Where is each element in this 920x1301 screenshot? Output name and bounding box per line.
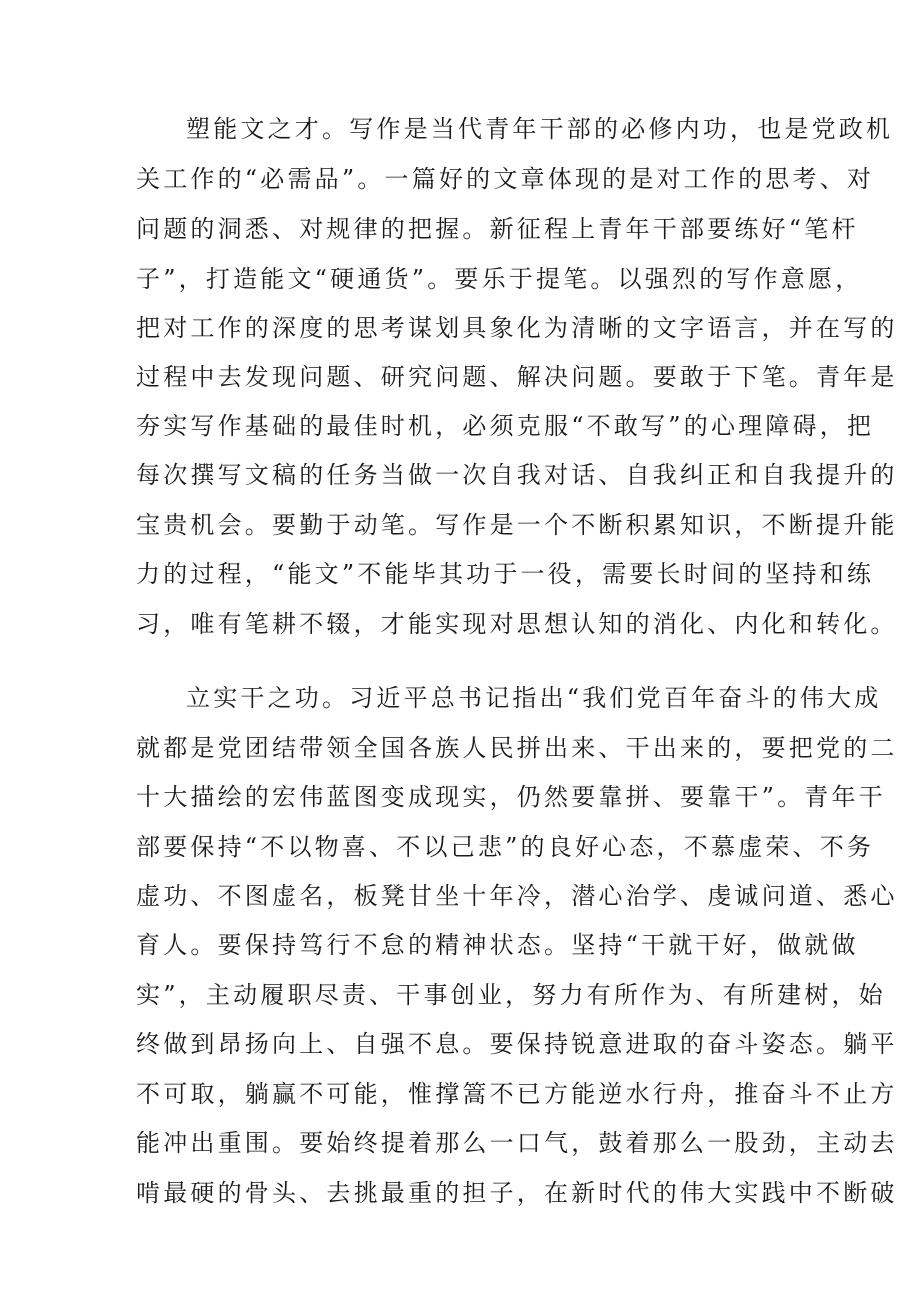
paragraph-line: 终做到昂扬向上、自强不息。要保持锐意进取的奋斗姿态。躺平 [136, 1030, 898, 1058]
paragraph-line: 部要保持“不以物喜、不以己悲”的良好心态，不慕虚荣、不务 [136, 833, 875, 861]
paragraph-line: 立实干之功。习近平总书记指出“我们党百年奋斗的伟大成 [186, 684, 882, 712]
paragraph-line: 虚功、不图虚名，板凳甘坐十年冷，潜心治学、虔诚问道、悉心 [136, 882, 898, 910]
paragraph-line: 关工作的“必需品”。一篇好的文章体现的是对工作的思考、对 [136, 165, 875, 193]
paragraph-line: 夯实写作基础的最佳时机，必须克服“不敢写”的心理障碍，把 [136, 412, 875, 440]
paragraph-line: 习，唯有笔耕不辍，才能实现对思想认知的消化、内化和转化。 [136, 610, 898, 638]
paragraph-line: 能冲出重围。要始终提着那么一口气，鼓着那么一股劲，主动去 [136, 1129, 898, 1157]
paragraph-line: 力的过程，“能文”不能毕其功于一役，需要长时间的坚持和练 [136, 560, 875, 588]
paragraph-line: 实”，主动履职尽责、干事创业，努力有所作为、有所建树，始 [136, 981, 886, 1009]
paragraph-line: 问题的洞悉、对规律的把握。新征程上青年干部要练好“笔杆 [136, 215, 859, 243]
paragraph-line: 啃最硬的骨头、去挑最重的担子，在新时代的伟大实践中不断破 [136, 1179, 898, 1207]
paragraph-line: 宝贵机会。要勤于动笔。写作是一个不断积累知识，不断提升能 [136, 511, 898, 539]
paragraph-line: 十大描绘的宏伟蓝图变成现实，仍然要靠拼、要靠干”。青年干 [136, 783, 886, 811]
paragraph-line: 育人。要保持笃行不怠的精神状态。坚持“干就干好，做就做 [136, 931, 859, 959]
paragraph-line: 塑能文之才。写作是当代青年干部的必修内功，也是党政机 [186, 115, 894, 143]
paragraph-line: 过程中去发现问题、研究问题、解决问题。要敢于下笔。青年是 [136, 363, 898, 391]
paragraph-line: 就都是党团结带领全国各族人民拼出来、干出来的，要把党的二 [136, 734, 898, 762]
paragraph-line: 每次撰写文稿的任务当做一次自我对话、自我纠正和自我提升的 [136, 461, 898, 489]
paragraph-line: 把对工作的深度的思考谋划具象化为清晰的文字语言，并在写的 [136, 314, 898, 342]
paragraph-line: 子”，打造能文“硬通货”。要乐于提笔。以强烈的写作意愿， [136, 265, 863, 293]
paragraph-line: 不可取，躺赢不可能，惟撑篙不已方能逆水行舟，推奋斗不止方 [136, 1080, 898, 1108]
